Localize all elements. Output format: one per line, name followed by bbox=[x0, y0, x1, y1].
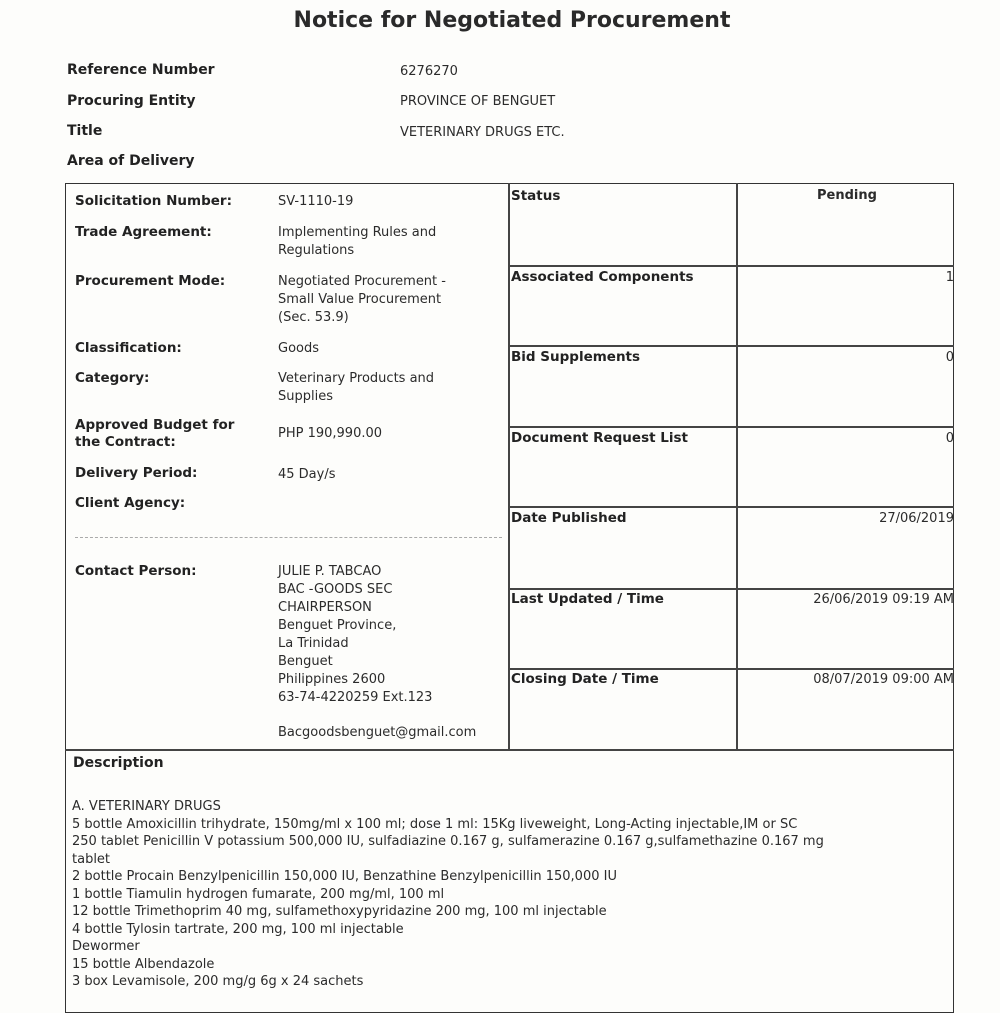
category-value: Veterinary Products and Supplies bbox=[278, 371, 435, 404]
section-separator bbox=[75, 537, 502, 538]
status-label: Status bbox=[511, 188, 561, 204]
document-request-list-label: Document Request List bbox=[511, 430, 688, 446]
closing-date-value: 08/07/2019 09:00 AM bbox=[813, 672, 954, 687]
bid-supplements-label: Bid Supplements bbox=[511, 349, 641, 365]
closing-date-label: Closing Date / Time bbox=[511, 671, 659, 687]
date-published-value: 27/06/2019 bbox=[879, 511, 954, 526]
procuring-entity-label: Procuring Entity bbox=[67, 93, 196, 109]
column-divider-right bbox=[736, 183, 738, 750]
title-label: Title bbox=[67, 123, 103, 139]
description-line: 4 bottle Tylosin tartrate, 200 mg, 100 ml injectable bbox=[72, 921, 404, 937]
approved-budget-value: PHP 190,990.00 bbox=[278, 426, 383, 441]
description-line: 2 bottle Procain Benzylpenicillin 150,000 IU, Benzathine Benzylpenicillin 150,000 IU bbox=[72, 869, 617, 884]
column-divider bbox=[508, 183, 510, 750]
area-of-delivery-label: Area of Delivery bbox=[67, 153, 195, 169]
description-line: 12 bottle Trimethoprim 40 mg, sulfamethoxypyridazine 200 mg, 100 ml injectable bbox=[72, 904, 607, 919]
description-line: 3 box Levamisole, 200 mg/g 6g x 24 sachets bbox=[72, 974, 364, 989]
page-title: Notice for Negotiated Procurement bbox=[293, 8, 731, 33]
client-agency-label: Client Agency: bbox=[75, 495, 186, 511]
delivery-period-value: 45 Day/s bbox=[278, 467, 336, 482]
trade-agreement-label: Trade Agreement: bbox=[75, 224, 212, 240]
solicitation-number-value: SV-1110-19 bbox=[278, 194, 354, 209]
classification-label: Classification: bbox=[75, 340, 182, 356]
reference-number-value: 6276270 bbox=[400, 64, 458, 79]
row-divider bbox=[508, 668, 954, 670]
last-updated-value: 26/06/2019 09:19 AM bbox=[813, 592, 954, 607]
row-divider bbox=[508, 588, 954, 590]
procurement-mode-label: Procurement Mode: bbox=[75, 273, 226, 289]
procurement-mode-value: Negotiated Procurement - Small Value Procurement (Sec. 53.9) bbox=[278, 274, 446, 325]
delivery-period-label: Delivery Period: bbox=[75, 465, 198, 481]
row-divider bbox=[508, 345, 954, 347]
description-line: A. VETERINARY DRUGS bbox=[72, 799, 221, 814]
bid-supplements-value: 0 bbox=[945, 350, 954, 365]
solicitation-number-label: Solicitation Number: bbox=[75, 193, 232, 209]
date-published-label: Date Published bbox=[511, 510, 627, 526]
last-updated-label: Last Updated / Time bbox=[511, 591, 664, 607]
contact-email: Bacgoodsbenguet@gmail.com bbox=[278, 725, 477, 740]
contact-person-label: Contact Person: bbox=[75, 563, 197, 579]
description-label: Description bbox=[73, 755, 164, 771]
associated-components-value: 1 bbox=[945, 270, 954, 285]
description-divider bbox=[65, 749, 954, 751]
description-line: tablet bbox=[72, 851, 111, 867]
status-value: Pending bbox=[817, 188, 877, 203]
description-line: Dewormer bbox=[72, 939, 140, 954]
row-divider bbox=[508, 265, 954, 267]
title-value: VETERINARY DRUGS ETC. bbox=[400, 125, 565, 140]
description-line: 5 bottle Amoxicillin trihydrate, 150mg/ml x 100 ml; dose 1 ml: 15Kg liveweight, Long-Acting injectable,IM or SC bbox=[72, 816, 798, 832]
description-line: 250 tablet Penicillin V potassium 500,000 IU, sulfadiazine 0.167 g, sulfamerazine 0.167 g,sulfamethazine 0.167 mg bbox=[72, 834, 824, 849]
associated-components-label: Associated Components bbox=[511, 269, 694, 285]
reference-number-label: Reference Number bbox=[67, 62, 215, 78]
description-line: 15 bottle Albendazole bbox=[72, 956, 215, 972]
document-request-list-value: 0 bbox=[945, 431, 954, 446]
row-divider bbox=[508, 506, 954, 508]
contact-person-value: JULIE P. TABCAO BAC -GOODS SEC CHAIRPERSON Benguet Province, La Trinidad Benguet Philippines 2600 63-74-4220259 Ext.123 bbox=[278, 564, 433, 705]
trade-agreement-value: Implementing Rules and Regulations bbox=[278, 225, 437, 258]
description-body bbox=[72, 798, 950, 991]
classification-value: Goods bbox=[278, 341, 320, 356]
approved-budget-label: Approved Budget for the Contract: bbox=[75, 417, 235, 450]
category-label: Category: bbox=[75, 370, 150, 386]
row-divider bbox=[508, 426, 954, 428]
description-line: 1 bottle Tiamulin hydrogen fumarate, 200 mg/ml, 100 ml bbox=[72, 886, 445, 902]
procuring-entity-value: PROVINCE OF BENGUET bbox=[400, 94, 556, 109]
